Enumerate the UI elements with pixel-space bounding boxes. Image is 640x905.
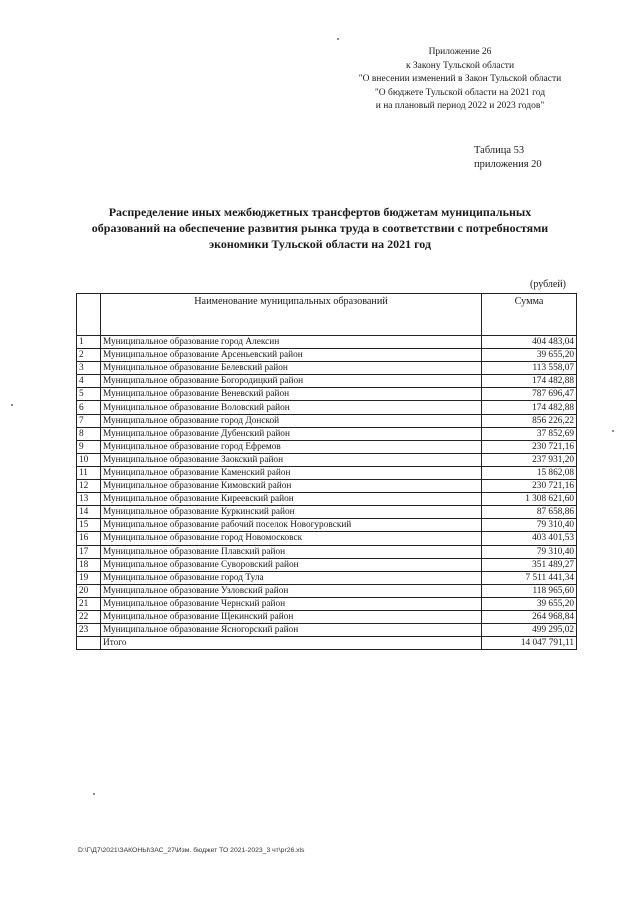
row-sum: 113 558,07 [482, 362, 577, 375]
row-sum: 230 721,16 [482, 480, 577, 493]
row-sum: 230 721,16 [482, 440, 577, 453]
row-number: 20 [77, 584, 101, 597]
table-body [77, 336, 577, 650]
table-row [77, 362, 577, 375]
row-sum: 351 489,27 [482, 558, 577, 571]
row-sum: 87 658,86 [482, 506, 577, 519]
row-name: Муниципальное образование Щекинский район [101, 610, 482, 623]
row-number: 7 [77, 414, 101, 427]
row-number: 17 [77, 545, 101, 558]
row-number: 19 [77, 571, 101, 584]
row-name: Муниципальное образование Киреевский район [101, 493, 482, 506]
row-number: 6 [77, 401, 101, 414]
row-name: Муниципальное образование Богородицкий район [101, 375, 482, 388]
row-name: Муниципальное образование Чернский район [101, 597, 482, 610]
table-row [77, 624, 577, 637]
row-name: Муниципальное образование Арсеньевский район [101, 349, 482, 362]
file-path-footer: D:\Г\Д7\2021\ЗАКОНЫ\ЗАС_27\Изм. бюджет ТО 2021-2023_3 чт\pr26.xls [78, 847, 305, 854]
distribution-table [76, 293, 577, 650]
header-number [77, 294, 101, 336]
scan-speck [337, 38, 339, 40]
row-number: 9 [77, 440, 101, 453]
row-sum: 7 511 441,34 [482, 571, 577, 584]
table-row [77, 493, 577, 506]
row-name: Муниципальное образование Плавский район [101, 545, 482, 558]
appendix-line: к Закону Тульской области [405, 60, 515, 71]
row-number: 1 [77, 336, 101, 349]
row-number: 3 [77, 362, 101, 375]
row-name: Муниципальное образование город Тула [101, 571, 482, 584]
table-row [77, 597, 577, 610]
row-sum: 499 295,02 [482, 624, 577, 637]
row-name: Муниципальное образование Воловский район [101, 401, 482, 414]
row-number: 15 [77, 519, 101, 532]
table-row [77, 466, 577, 479]
row-sum: 787 696,47 [482, 388, 577, 401]
table-row [77, 506, 577, 519]
scan-speck [93, 793, 95, 795]
row-number: 23 [77, 624, 101, 637]
appendix-line: "О бюджете Тульской области на 2021 год [374, 87, 546, 98]
table-row [77, 453, 577, 466]
row-number: 4 [77, 375, 101, 388]
row-name: Муниципальное образование город Новомосковск [101, 532, 482, 545]
row-name: Муниципальное образование Куркинский район [101, 506, 482, 519]
row-number: 5 [77, 388, 101, 401]
row-name: Муниципальное образование Каменский район [101, 466, 482, 479]
row-name: Муниципальное образование Белевский район [101, 362, 482, 375]
row-sum: 237 931,20 [482, 453, 577, 466]
header-sum: Сумма [482, 294, 577, 336]
table-row [77, 375, 577, 388]
row-name: Муниципальное образование рабочий поселок Новогуровский [101, 519, 482, 532]
header-name: Наименование муниципальных образований [101, 294, 482, 336]
units-label: (рублей) [530, 279, 567, 290]
row-name: Муниципальное образование город Ефремов [101, 440, 482, 453]
table-row [77, 480, 577, 493]
total-label: Итого [101, 637, 482, 650]
row-number: 2 [77, 349, 101, 362]
row-sum: 79 310,40 [482, 545, 577, 558]
row-number: 12 [77, 480, 101, 493]
row-name: Муниципальное образование Суворовский район [101, 558, 482, 571]
appendix-line: "О внесении изменений в Закон Тульской области [358, 74, 562, 84]
appendix-header [340, 46, 580, 114]
total-row [77, 637, 577, 650]
row-number: 16 [77, 532, 101, 545]
row-name: Муниципальное образование Заокский район [101, 453, 482, 466]
table-row [77, 545, 577, 558]
row-sum: 404 483,04 [482, 336, 577, 349]
scan-speck [11, 404, 13, 406]
row-sum: 174 482,88 [482, 375, 577, 388]
row-sum: 39 655,20 [482, 597, 577, 610]
table-row [77, 388, 577, 401]
table-ref-line: приложения 20 [474, 159, 542, 170]
row-sum: 856 226,22 [482, 414, 577, 427]
table-row [77, 558, 577, 571]
table-row [77, 336, 577, 349]
row-sum: 118 965,60 [482, 584, 577, 597]
row-sum: 174 482,88 [482, 401, 577, 414]
row-name: Муниципальное образование Дубенский район [101, 427, 482, 440]
row-number: 21 [77, 597, 101, 610]
total-number [77, 637, 101, 650]
row-name: Муниципальное образование Узловский район [101, 584, 482, 597]
scan-speck [612, 430, 614, 432]
title-line: образований на обеспечение развития рынка труда в соответствии с потребностями [91, 221, 549, 235]
row-sum: 1 308 621,60 [482, 493, 577, 506]
row-number: 11 [77, 466, 101, 479]
row-name: Муниципальное образование Веневский район [101, 388, 482, 401]
document-title [60, 204, 580, 252]
table-row [77, 584, 577, 597]
row-sum: 39 655,20 [482, 349, 577, 362]
row-sum: 264 968,84 [482, 610, 577, 623]
table-row [77, 401, 577, 414]
row-number: 18 [77, 558, 101, 571]
table-header-row [77, 294, 577, 336]
row-name: Муниципальное образование Ясногорский район [101, 624, 482, 637]
row-sum: 79 310,40 [482, 519, 577, 532]
row-number: 14 [77, 506, 101, 519]
row-sum: 37 852,69 [482, 427, 577, 440]
row-sum: 403 401,53 [482, 532, 577, 545]
table-row [77, 414, 577, 427]
row-name: Муниципальное образование Кимовский район [101, 480, 482, 493]
table-row [77, 440, 577, 453]
title-line: Распределение иных межбюджетных трансфертов бюджетам муниципальных [108, 205, 532, 219]
row-sum: 15 862,08 [482, 466, 577, 479]
total-sum: 14 047 791,11 [482, 637, 577, 650]
row-number: 22 [77, 610, 101, 623]
table-row [77, 610, 577, 623]
table-row [77, 349, 577, 362]
row-number: 10 [77, 453, 101, 466]
appendix-line: Приложение 26 [428, 47, 492, 57]
table-reference [474, 144, 542, 172]
row-name: Муниципальное образование город Донской [101, 414, 482, 427]
appendix-line: и на плановый период 2022 и 2023 годов" [375, 101, 545, 111]
table-row [77, 427, 577, 440]
row-name: Муниципальное образование город Алексин [101, 336, 482, 349]
table-row [77, 571, 577, 584]
row-number: 13 [77, 493, 101, 506]
table-row [77, 519, 577, 532]
table-row [77, 532, 577, 545]
title-line: экономики Тульской области на 2021 год [208, 237, 432, 251]
table-ref-line: Таблица 53 [474, 145, 525, 156]
row-number: 8 [77, 427, 101, 440]
